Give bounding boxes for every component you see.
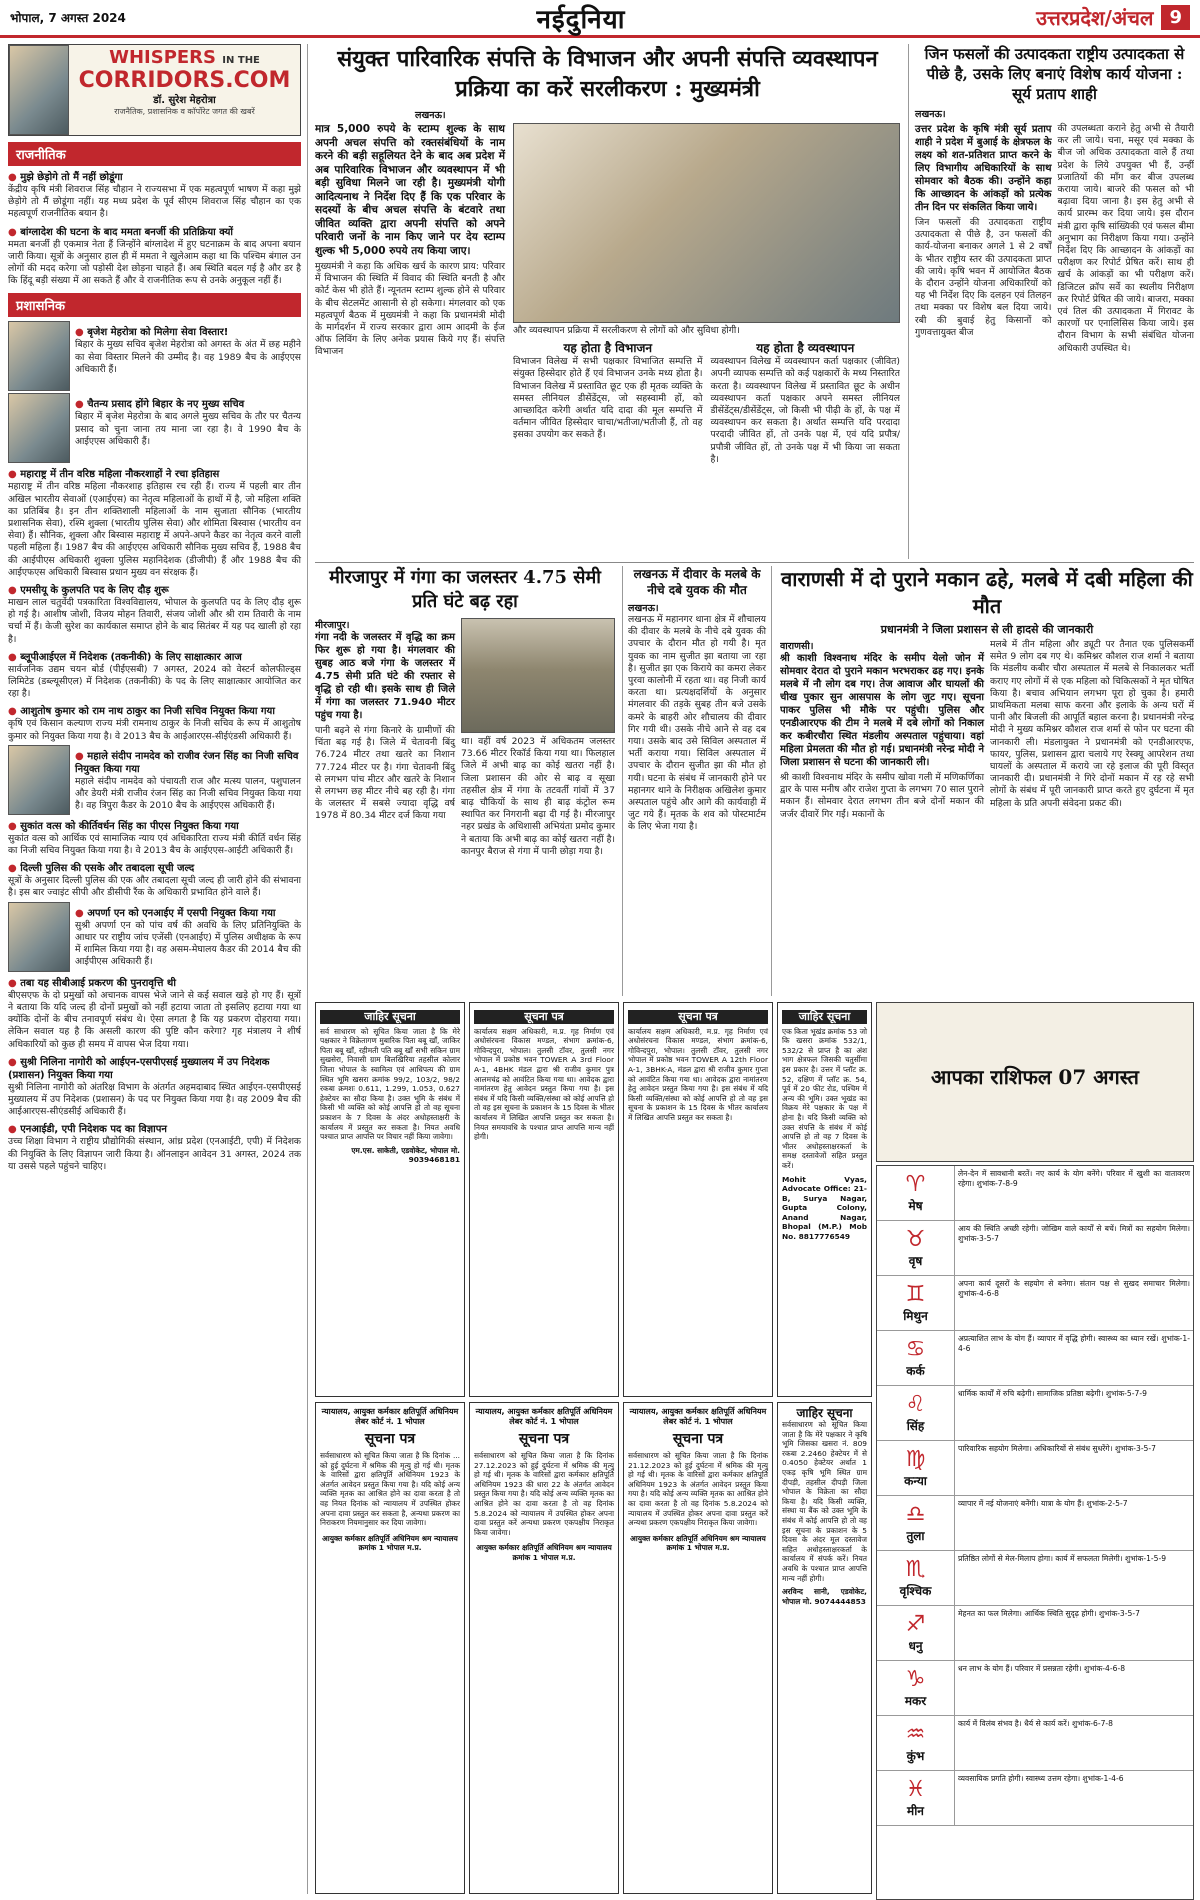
notice-body: सर्वसाधारण को सूचित किया जाता है कि दिनांक 27.12.2023 को हुई दुर्घटना में श्रमिक की मृत्यु हो गई थी। मृतक के वारिसों द्वारा कर्मकार क्षतिपूर्ति अधिनियम 1923 की धारा 22 के अंतर्गत आवेदन प्रस्तुत किया गया है। यदि कोई अन्य व्यक्ति मृतक का आश्रित होने का दावा करता है तो वह दिनांक 5.8.2024 को न्यायालय में उपस्थित होकर अपना दावा प्रस्तुत करें अन्यथा प्रकरण एकपक्षीय निराकृत किया जावेगा। (474, 1451, 614, 1537)
rashi-row (877, 1716, 1193, 1771)
rashi-row (877, 1221, 1193, 1276)
agri-body: जिन फसलों की उत्पादकता राष्ट्रीय उत्पादकता से पीछे है, उन फसलों की कार्य-योजना बनाकर अगले 1 से 2 वर्षों के भीतर राष्ट्रीय स्तर की उत्पादकता प्राप्त की जाये। कृषि भवन में आयोजित बैठक के दौरान उन्होंने योजना अधिकारियों को यह भी निर्देश दिए कि दलहन एवं तिलहन तथा मक्का पर विशेष बल दिया जाये। रबी की बुवाई हेतु किसानों को गुणवत्तायुक्त बीज (915, 217, 1052, 338)
public-notice (469, 1002, 619, 1397)
zodiac-icon: ♊ (905, 1282, 926, 1307)
zodiac-icon: ♏ (905, 1557, 926, 1582)
item-text: बीएसएफ के दो प्रमुखों को अचानक वापस भेजे जाने से कई सवाल खड़े हो गए हैं। सूत्रों ने बताया कि यदि जल्द ही दोनों प्रमुखों को नहीं हटाया जाता तो इसलिए हटाया गया था क्योंकि दोनों के बीच तनावपूर्ण संबंध थे। ऐसा लगता है कि यह प्रकरण दोहराया गया। लेकिन सवाल यह है कि असली कारण की पुष्टि कौन करेगा? गृह मंत्रालय ने शीर्ष अधिकारियों को कुछ ही समय में वापस भेज दिया गया। (8, 989, 301, 1050)
sub-text: व्यवस्थापन विलेख में व्यवस्थापन कर्ता पक्षकार (जीवित) अपनी व्यापक सम्पत्ति को कई पक्षकारों के मध्य निस्तारित करता है। व्यवस्थापन विलेख में प्रस्तावित छूट के अधीन व्यवस्थापन कर्ता पक्षकार अपने समस्त लीनियल डीसेंडेंट्स/डीसेंडेंट्स, जो किसी भी पीढ़ी के हों, के पक्ष में व्यवस्थापन कर सकता है। अर्थात सम्पत्ति यदि परदादा परदादी जीवित हों, तो उनके पक्ष में, एवं यदि प्रपौत्र/प्रपौत्री जीवित हों, तो उनके पक्ष में भी किया जा सकता है। (710, 356, 900, 465)
lucknow-story (622, 566, 772, 996)
item-text: बिहार के मुख्य सचिव बृजेश मेहरोत्रा को अगस्त के अंत में छह महीने का सेवा विस्तार मिलने की उम्मीद है। वह 1989 बैच के आईएएस अधिकारी हैं। (75, 339, 301, 375)
agri-headline: जिन फसलों की उत्पादकता राष्ट्रीय उत्पादकता से पीछे है, उसके लिए बनाएं विशेष कार्य योजना : सूर्य प्रताप शाही (924, 45, 1185, 103)
public-notice (777, 1402, 872, 1894)
zodiac-icon: ♌ (905, 1392, 926, 1417)
meeting-photo (513, 123, 900, 323)
item-text: सुश्री अपर्णा एन को पांच वर्ष की अवधि के लिए प्रतिनियुक्ति के आधार पर राष्ट्रीय जांच एजेंसी (एनआईए) में पुलिस अधीक्षक के रूप में शामिल किया गया है। वह असम-मेघालय कैडर की 2014 बैच की आईपीएस अधिकारी हैं। (75, 919, 301, 968)
dateline: वाराणसी। (780, 641, 814, 652)
item-heading: ● आशुतोष कुमार को राम नाथ ठाकुर का निजी सचिव नियुक्त किया गया (8, 705, 301, 718)
person-photo (8, 902, 70, 972)
whispers-title-b: IN THE (222, 55, 260, 66)
item-heading: ● तबा यह सीबीआई प्रकरण की पुनरावृत्ति थी (8, 977, 301, 990)
notice-footer: आयुक्त कर्मकार क्षतिपूर्ति अधिनियम श्रम न्यायालय क्रमांक 1 भोपाल म.प्र. (630, 1533, 766, 1553)
ganga-story (315, 566, 615, 996)
zodiac-icon: ♎ (905, 1502, 926, 1527)
agri-intro: उत्तर प्रदेश के कृषि मंत्री सूर्य प्रताप शाही ने प्रदेश में बुआई के क्षेत्रफल के लक्ष्य को शत-प्रतिशत प्राप्त करने के लिए विभागीय अधिकारियों के साथ सोमवार को बैठक की। उन्होंने कहा कि आच्छादन के आंकड़ों को प्रत्येक तीन दिन पर संकलित किया जाये। (915, 124, 1052, 213)
notice-title: सूचना पत्र (628, 1010, 768, 1024)
rashi-name: कुंभ (906, 1749, 925, 1763)
notice-signature: Mohit Vyas, Advocate Office: 21-B, Surya Nagar, Gupta Colony, Anand Nagar, Bhopal (M.P.) Mob No. 8817776549 (782, 1174, 867, 1242)
zodiac-icon: ♒ (905, 1722, 926, 1747)
notice-body: कार्यालय सक्षम अधिकारी, म.प्र. गृह निर्माण एवं अधोसंरचना विकास मण्डल, संभाग क्रमांक-6, गोविन्दपुरा, भोपाल। तुलसी टॉवर, तुलसी नगर भोपाल में प्रकोष्ठ भवन TOWER A 3rd Floor A-1, 4BHK मंडल द्वारा श्री राजीव कुमार पुत्र आलमचंद्र को आवंटित किया गया था। आवेदक द्वारा नामांतरण हेतु आवेदन प्रस्तुत किया गया है। इस संबंध में यदि किसी व्यक्ति/संस्था को कोई आपत्ति हो तो वह इस सूचना के प्रकाशन के 15 दिवस के भीतर कार्यालय में लिखित आपत्ति प्रस्तुत कर सकता है। नियत समयावधि के पश्चात प्राप्त आपत्ति मान्य नहीं होगी। (474, 1026, 614, 1142)
varanasi-subhead: प्रधानमंत्री ने जिला प्रशासन से ली हादसे की जानकारी (880, 623, 1094, 636)
varanasi-headline: वाराणसी में दो पुराने मकान ढहे, मलबे में दबी महिला की मौत (781, 567, 1193, 618)
rashi-text: अपना कार्य दूसरों के सहयोग से बनेगा। संतान पक्ष से सुखद समाचार मिलेगा। शुभांक-4-6-8 (958, 1279, 1190, 1298)
item-text: कृषि एवं किसान कल्याण राज्य मंत्री रामनाथ ठाकुर के निजी सचिव के रूप में आशुतोष कुमार को नियुक्त किया गया है। वे 2013 बैच के आईआरएस-सीईएंडसी अधिकारी हैं। (8, 718, 301, 742)
lead-intro: मात्र 5,000 रुपये के स्टाम्प शुल्क के साथ अपनी अचल संपत्ति को रक्तसंबंधियों के नाम करने की बड़ी सहूलियत देने के बाद अब प्रदेश में अब पारिवारिक विभाजन और व्यवस्थापन में भी बड़ी सुविधा मिलने जा रही है। मुख्यमंत्री योगी आदित्यनाथ ने निर्देश दिए हैं कि एक परिवार के सदस्यों के बीच अचल संपत्ति के बंटवारे तथा जीवित व्यक्ति द्वारा अपनी संपत्ति को अपने परिवारी जनों के नाम किए जाने पर देय स्टाम्प शुल्क भी 5,000 रुपये तय किया जाए। (315, 123, 505, 257)
rashi-sign (877, 1716, 955, 1770)
rashi-name: सिंह (906, 1419, 925, 1433)
whispers-title-a: WHISPERS (109, 47, 217, 68)
rashi-row (877, 1771, 1193, 1826)
notice-title: सूचना पत्र (364, 1431, 416, 1447)
rashi-text: व्यवसायिक प्रगति होगी। स्वास्थ्य उत्तम रहेगा। शुभांक-1-4-6 (958, 1774, 1124, 1783)
rashi-name: वृष (908, 1254, 923, 1268)
ganga-intro: गंगा नदी के जलस्तर में वृद्धि का क्रम फिर शुरू हो गया है। मंगलवार की सुबह आठ बजे गंगा के जलस्तर में 4.75 सेमी प्रति घंटे की रफ्तार से वृद्धि हो रही थी। इसके साथ ही जिले में गंगा का जलस्तर 71.940 मीटर पहुंच गया है। (315, 632, 455, 721)
whispers-banner (8, 44, 301, 136)
dateline: लखनऊ। (415, 110, 446, 121)
item-heading: ● सुश्री निलिना नागोरी को आईएन-एसपीएसई मुख्यालय में उप निदेशक (प्रशासन) नियुक्त किया गया (8, 1056, 301, 1082)
rashi-name: तुला (906, 1529, 925, 1543)
notice-title: जाहिर सूचना (320, 1010, 460, 1024)
section-name: उत्तरप्रदेश/अंचल (1036, 6, 1154, 30)
rashi-name: मिथुन (903, 1309, 928, 1323)
notice-body: सर्वसाधारण को सूचित किया जाता है कि दिनांक ... को हुई दुर्घटना में श्रमिक की मृत्यु हो गई थी। मृतक के वारिसों द्वारा क्षतिपूर्ति अधिनियम 1923 के अंतर्गत आवेदन प्रस्तुत किया गया है। यदि कोई अन्य व्यक्ति मृतक का आश्रित होने का दावा करता है तो वह नियत दिनांक को न्यायालय में उपस्थित होकर अपना दावा प्रस्तुत कर सकता है, अन्यथा प्रकरण का निराकरण नियमानुसार कर दिया जावेगा। (320, 1451, 460, 1528)
rashi-row (877, 1276, 1193, 1331)
subheading: यह होता है विभाजन (563, 341, 653, 356)
court-notice (623, 1402, 773, 1894)
public-notice (777, 1002, 872, 1397)
rashi-row (877, 1331, 1193, 1386)
rashi-text: आय की स्थिति अच्छी रहेगी। जोखिम वाले कार्यों से बचें। मित्रों का सहयोग मिलेगा। शुभांक-3-5-7 (958, 1224, 1190, 1243)
rashifal-list (876, 1165, 1194, 1900)
zodiac-icon: ♉ (905, 1227, 926, 1252)
rashi-name: मकर (904, 1694, 927, 1708)
item-heading: ● एनआईडी, एपी निदेशक पद का विज्ञापन (8, 1123, 301, 1136)
lead-headline: संयुक्त पारिवारिक संपत्ति के विभाजन और अपनी संपत्ति व्यवस्थापन प्रक्रिया का करें सरलीकरण : मुख्यमंत्री (337, 46, 878, 102)
item-text: उच्च शिक्षा विभाग ने राष्ट्रीय प्रौद्योगिकी संस्थान, आंध्र प्रदेश (एनआईटी, एपी) में निदेशक की नियुक्ति के लिए विज्ञापन जारी किया है। ऑनलाइन आवेदन 31 अगस्त, 2024 तक या उससे पहले पहुंचने चाहिए। (8, 1136, 301, 1172)
varanasi-intro: श्री काशी विश्वनाथ मंदिर के समीप येलो जोन में सोमवार देरात दो पुराने मकान भरभराकर ढह गए। इनके मलबे में नौ लोग दब गए। तेज आवाज और घायलों की चीख पुकार सुन आसपास के लोग जुट गए। सूचना पाकर पुलिस भी मौके पर पहुंची। पुलिस और एनडीआरएफ की टीम ने मलबे में दबे लोगों को निकाल कर कबीरचौरा स्थित मंडलीय अस्पताल पहुंचाया। वहां महिला प्रेमलता की मौत हो गई। प्रधानमंत्री नरेन्द्र मोदी ने जिला प्रशासन से घटना की जानकारी ली। (780, 653, 984, 768)
item-heading: ● बांग्लादेश की घटना के बाद ममता बनर्जी की प्रतिक्रिया क्यों (8, 226, 301, 239)
item-text: सुकांत वत्स को आर्थिक एवं सामाजिक न्याय एवं अधिकारिता राज्य मंत्री कीर्ति वर्धन सिंह का निजी सचिव नियुक्त किया गया है। वे 2013 बैच के आईएएस-आईटी अधिकारी हैं। (8, 832, 301, 857)
varanasi-body-2: मलबे में तीन महिला और ड्यूटी पर तैनात एक पुलिसकर्मी समेत 9 लोग दब गए थे। कमिश्नर कौशल राज शर्मा ने बताया कि मंडलीय कबीर चौरा अस्पताल में मलबे से निकालकर भर्ती कराए गए लोगों में से एक महिला को चिकित्सकों ने मृत घोषित किया है। बचाव अभियान लगभग पूरा हो चुका है। हमारी प्राथमिकता मलबा साफ करना और इलाके के अन्य घरों में पानी और बिजली की आपूर्ति बहाल करना है। प्रधानमंत्री नरेन्द्र मोदी ने मुख्य कमिश्नर कौशल राज शर्मा से फोन पर घटना की जानकारी ली। मंडलायुक्त ने प्रधानमंत्री को एनडीआरएफ, फायर, पुलिस, प्रशासन द्वारा चलाये गए रेस्क्यू आपरेशन तथा घायलों के अस्पताल में कराये जा रहे इलाज की पूरी विस्तृत जानकारी दी। प्रधानमंत्री ने गिरे दोनों मकान में रह रहे सभी लोगों के संबंध में पूरी जानकारी प्राप्त करते हुए दुर्घटना में मृत महिला के प्रति अपनी संवेदना प्रकट की। (990, 639, 1194, 809)
rashi-text: मेहनत का फल मिलेगा। आर्थिक स्थिति सुदृढ़ होगी। शुभांक-3-5-7 (958, 1609, 1140, 1618)
rashi-row (877, 1661, 1193, 1716)
public-notice (623, 1002, 773, 1397)
rashi-name: धनु (908, 1639, 923, 1653)
item-text: सार्वजनिक उद्यम चयन बोर्ड (पीईएसबी) 7 अगस्त, 2024 को वेस्टर्न कोलफील्ड्स लिमिटेड (डब्ल्यूसीएल) में निदेशक (तकनीकी) के पद के लिए साक्षात्कार आयोजित कर रहा है। (8, 663, 301, 700)
category-political: राजनीतिक (8, 142, 301, 166)
whispers-title-c: CORRIDORS (78, 68, 226, 93)
item-heading: ● मुझे छेड़ोगे तो मैं नहीं छोडूंगा (8, 171, 301, 184)
item-text: केंद्रीय कृषि मंत्री शिवराज सिंह चौहान ने राज्यसभा में एक महत्वपूर्ण भाषण में कहा मुझे छेड़ोगे तो मैं छोडूंगा नहीं। यह मध्य प्रदेश के पूर्व सीएम शिवराज सिंह चौहान का एक महत्वपूर्ण राजनीतिक बयान है। (8, 184, 301, 220)
court-notice (315, 1402, 465, 1894)
notice-signature: अरविन्द सानी, एडवोकेट, भोपाल मो. 9074444853 (782, 1587, 867, 1606)
agri-body-2: की उपलब्धता कराने हेतु अभी से तैयारी कर ली जाये। चना, मसूर एवं मक्का के बीज जो अधिक उत्पादकता वाले हैं तथा प्रदेश के लिये उपयुक्त भी हैं, उन्हीं प्रजातियों की माँग कर बीज उपलब्ध कराया जाये। बाजरे की फसल को भी बढ़ावा दिया जाना है। इस हेतु अभी से कार्य प्रारम्भ कर दिया जाये। इस दौरान मंत्री द्वारा कृषि सांख्यिकी एवं फसल बीमा अनुभाग का निरीक्षण किया गया। उन्होंने निर्देश दिए कि आच्छादन के आंकड़ों का परीक्षण कर रिपोर्ट प्रेषित करें। साथ ही खर्च के आंकड़ों का भी परीक्षण करें। डिजिटल क्रॉप सर्वे का स्थलीय निरीक्षण कर रिपोर्ट प्रेषित की जाये। बाजरा, मक्का एवं तिल की उत्पादकता में गिरावट के कारणों पर एनालिसिस किया जाये। इस दौरान विभाग के सभी संबंधित योजना अधिकारी उपस्थित थे। (1057, 123, 1194, 354)
rashifal-header (876, 1002, 1194, 1162)
rashi-name: कर्क (906, 1364, 925, 1378)
rashi-row (877, 1551, 1193, 1606)
item-text: ममता बनर्जी ही एकमात्र नेता हैं जिन्होंने बांग्लादेश में हुए घटनाक्रम के बाद अपना बयान जारी किया। सूत्रों के अनुसार हाल ही में ममता ने खुलेआम कहा था कि पश्चिम बंगाल उन लोगों की मदद करेगा जो पड़ोसी देश छोड़ना चाहते हैं। अब स्थिति बदल गई है और डर है कि हिंदू बड़ी संख्या में आ सकते हैं और वे राजनीतिक रूप से उनके अनुकूल नहीं हैं। (8, 238, 301, 287)
rashi-row (877, 1606, 1193, 1661)
rashi-text: अप्रत्याशित लाभ के योग हैं। व्यापार में वृद्धि होगी। स्वास्थ्य का ध्यान रखें। शुभांक-1-4-6 (958, 1334, 1190, 1353)
rashi-text: धार्मिक कार्यों में रुचि बढ़ेगी। सामाजिक प्रतिष्ठा बढ़ेगी। शुभांक-5-7-9 (958, 1389, 1147, 1398)
item-heading: ● सुकांत वत्स को कीर्तिवर्धन सिंह का पीएस नियुक्त किया गया (8, 820, 301, 833)
item-text: माखन लाल चतुर्वेदी पत्रकारिता विश्वविद्यालय, भोपाल के कुलपति पद के लिए दौड़ शुरू हो गई है। आशीष जोशी, विजय मोहन तिवारी, संजय जोशी और श्री राम तिवारी के नाम चर्चा में हैं। केजी सुरेश का कार्यकाल समाप्त होने के बाद सितंबर में यह पद खाली हो रहा है। (8, 597, 301, 645)
rashi-text: प्रतिष्ठित लोगों से मेल-मिलाप होगा। कार्य में सफलता मिलेगी। शुभांक-1-5-9 (958, 1554, 1167, 1563)
dateline: लखनऊ। (915, 109, 946, 120)
rashi-text: पारिवारिक सहयोग मिलेगा। अधिकारियों से संबंध सुधरेंगे। शुभांक-3-5-7 (958, 1444, 1156, 1453)
rashi-text: धन लाभ के योग हैं। परिवार में प्रसन्नता रहेगी। शुभांक-4-6-8 (958, 1664, 1126, 1673)
item-text: बिहार में बृजेश मेहरोत्रा के बाद अगले मुख्य सचिव के तौर पर चैतन्य प्रसाद को चुना जाना तय माना जा रहा है। वे 1990 बैच के आईएएस अधिकारी हैं। (75, 411, 301, 447)
ganga-body: पानी बढ़ने से गंगा किनारे के ग्रामीणों की चिंता बढ़ गई है। जिले में चेतावनी बिंदु 76.724 मीटर तथा खतरे का निशान 77.724 मीटर पर है। गंगा चेतावनी बिंदु से लगभग पांच मीटर और खतरे के निशान से लगभग छह मीटर नीचे बह रही है। गंगा के जलस्तर में सबसे ज्यादा वृद्धि वर्ष 1978 में 80.34 मीटर दर्ज किया गया (315, 725, 455, 822)
rashi-text: व्यापार में नई योजनाएं बनेंगी। यात्रा के योग हैं। शुभांक-2-5-7 (958, 1499, 1128, 1508)
river-photo (461, 618, 615, 733)
notice-body: एक किता भूखंड क्रमांक 53 जो कि खसरा क्रमांक 532/1, 532/2 से प्राप्त है का अंश भाग क्षेत्रफल जिसकी चतुर्सीमा इस प्रकार है। उत्तर में प्लॉट क्र. 52, दक्षिण में प्लॉट क्र. 54, पूर्व में 20 फीट रोड, पश्चिम में अन्य की भूमि। उक्त भूखंड का विक्रय मेरे पक्षकार के पक्ष में होना है। यदि किसी व्यक्ति को उक्त संपत्ति के संबंध में कोई आपत्ति हो तो वह 7 दिवस के भीतर अधोहस्ताक्षरकर्ता के समक्ष दस्तावेजों सहित प्रस्तुत करें। (782, 1026, 867, 1170)
court-notice (469, 1402, 619, 1894)
zodiac-icon: ♍ (905, 1447, 926, 1472)
item-heading: ● दिल्ली पुलिस की एसके और तबादला सूची जल्द (8, 862, 301, 875)
item-heading: ● ब्लू्पीआईएल में निदेशक (तकनीकी) के लिए साक्षात्कार आज (8, 651, 301, 664)
page-number: 9 (1161, 5, 1190, 30)
notice-title: सूचना पत्र (672, 1431, 724, 1447)
rashi-text: कार्य में विलंब संभव है। धैर्य से कार्य करें। शुभांक-6-7-8 (958, 1719, 1113, 1728)
rashi-sign (877, 1386, 955, 1440)
varanasi-body: श्री काशी विश्वनाथ मंदिर के समीप खोवा गली में मणिकर्णिका द्वार के पास मनीष और राजेश गुप्ता के लगभग 70 साल पुराने मकान हैं। सोमवार देरात लगभग तीन बजे दोनों मकान की जर्जर दीवारें गिर गईं। मकानों के (780, 772, 984, 820)
rashi-name: वृश्चिक (899, 1584, 932, 1598)
photo-caption: और व्यवस्थापन प्रक्रिया में सरलीकरण से लोगों को और सुविधा होगी। (513, 325, 740, 336)
rashi-sign (877, 1166, 955, 1220)
notice-body: सर्वसाधारण को सूचित किया जाता है कि मेरे पक्षकार ने कृषि भूमि जिसका खसरा नं. 809 रकबा 2.2460 हेक्टेयर में से 0.4050 हेक्टेयर अर्थात 1 एकड़ कृषि भूमि स्थित ग्राम दीपड़ी, तहसील दीपड़ी जिला भोपाल के विक्रेता का सौदा किया है। यदि किसी व्यक्ति, संस्था या बैंक को उक्त भूमि के संबंध में कोई आपत्ति हो तो वह इस सूचना के प्रकाशन के 5 दिवस के अंदर मूल दस्तावेज सहित अधोहस्ताक्षरकर्ता के कार्यालय में संपर्क करें। नियत अवधि के पश्चात प्राप्त आपत्ति मान्य नहीं होगी। (782, 1420, 867, 1583)
rashi-row (877, 1496, 1193, 1551)
rashi-sign (877, 1496, 955, 1550)
notice-body: सर्वसाधारण को सूचित किया जाता है कि दिनांक 21.12.2023 को हुई दुर्घटना में श्रमिक की मृत्यु हो गई थी। मृतक के वारिसों द्वारा कर्मकार क्षतिपूर्ति अधिनियम 1923 के अंतर्गत आवेदन प्रस्तुत किया गया है। यदि कोई अन्य व्यक्ति मृतक का आश्रित होने का दावा करता है तो वह दिनांक 5.8.2024 को न्यायालय में उपस्थित होकर अपना दावा प्रस्तुत करें अन्यथा प्रकरण एकपक्षीय निराकृत किया जावेगा। (628, 1451, 768, 1528)
court-name: न्यायालय, आयुक्त कर्मकार क्षतिपूर्ति अधिनियम लेबर कोर्ट नं. 1 भोपाल (629, 1407, 767, 1426)
rashi-row (877, 1166, 1193, 1221)
dateline: लखनऊ। (628, 603, 659, 614)
rashi-sign (877, 1276, 955, 1330)
rashi-sign (877, 1661, 955, 1715)
rashifal-title: आपका राशिफल 07 अगस्त (931, 1065, 1139, 1089)
rashi-text: लेन-देन में सावधानी बरतें। नए कार्य के योग बनेंगे। परिवार में खुशी का वातावरण रहेगा। शुभांक-7-8-9 (958, 1169, 1190, 1188)
section-header (1036, 4, 1190, 31)
notice-footer: आयुक्त कर्मकार क्षतिपूर्ति अधिनियम श्रम न्यायालय क्रमांक 1 भोपाल म.प्र. (322, 1533, 458, 1553)
whispers-column (8, 44, 308, 1894)
lead-story (315, 44, 900, 559)
item-text: सुश्री निलिना नागोरी को अंतरिक्ष विभाग के अंतर्गत अहमदाबाद स्थित आईएन-एसपीएसई मुख्यालय में उप निदेशक (प्रशासन) के पद पर नियुक्त किया गया है। वह 2009 बैच की आईआरएस-सीएंडसीई अधिकारी हैं। (8, 1081, 301, 1118)
lucknow-body: लखनऊ में महानगर थाना क्षेत्र में शौचालय की दीवार के मलबे के नीचे दबे युवक की उपचार के दौरान मौत हो गयी है। मृत युवक का नाम सुजीत झा बताया जा रहा है। सुजीत झा एक किराये का कमरा लेकर पुरवा कालोनी में रहता था। वह निजी कार्य करता था। प्रत्यक्षदर्शियों के अनुसार मंगलवार की तड़के सुबह तीन बजे उसके कमरे के बाहरी ओर शौचालय की दीवार गिर गयी थी। उसके नीचे आने से वह दब गया। उसके बाद उसे सिविल अस्पताल में भर्ती कराया गया। सिविल अस्पताल में उपचार के दौरान सुजीत झा की मौत हो गयी। घटना के संबंध में जानकारी होने पर महानगर थाने के निरीक्षक अखिलेश कुमार अस्पताल पहुंचे और आगे की कार्यवाही में जुट गये हैं। मृतक के शव को पोस्टमार्टम के लिए भेजा गया है। (628, 614, 766, 833)
item-text: महाराष्ट्र में तीन वरिष्ठ महिला नौकरशाह इतिहास रच रही हैं। राज्य में पहली बार तीन अखिल भारतीय सेवाओं (एआईएस) का नेतृत्व महिलाओं के हाथों में है, जो महिला शक्ति का प्रतिबिंब है। इन तीन शक्तिशाली महिलाओं के नाम सुजाता सौनिक (भारतीय प्रशासनिक सेवा), रश्मि शुक्ला (भारतीय पुलिस सेवा) और शोमिता बिस्वास (भारतीय वन सेवा) हैं। सौनिक, शुक्ला और बिस्वास महाराष्ट्र में अपने-अपने कैडर का नेतृत्व करने वाली पहली महिला हैं। 1987 बैच की आईएएस अधिकारी सौनिक मुख्य सचिव हैं, 1988 बैच की आईपीएस अधिकारी शुक्ला पुलिस महानिदेशक (डीजीपी) हैं और 1988 बैच की आईएफएस अधिकारी बिस्वास प्रधान मुख्य वन संरक्षक हैं। (8, 481, 301, 578)
masthead (0, 0, 1200, 38)
columnist-photo (9, 45, 69, 135)
zodiac-icon: ♐ (905, 1612, 926, 1637)
agriculture-story (908, 44, 1194, 559)
person-photo (8, 321, 70, 391)
whispers-tagline: राजनैतिक, प्रशासनिक व कॉर्पोरेट जगत की खबरें (114, 107, 255, 116)
newspaper-logo: नईदुनिया (536, 4, 626, 35)
notice-title: जाहिर सूचना (796, 1406, 853, 1420)
sub-text: विभाजन विलेख में सभी पक्षकार विभाजित सम्पत्ति में संयुक्त हिस्सेदार होते हैं एवं विभाजन उनके मध्य होता है। विभाजन विलेख में प्रस्तावित छूट एक ही मृतक व्यक्ति के समस्त लीनियल डीसेंडेंट्स, जो सहस्वामी हों, को आच्छादित करेगी अर्थात यदि दादा की मूल सम्पत्ति में वर्तमान जीवित हिस्सेदार चाचा/भतीजा/भतीजी हैं, तो वह इसका उपयोग कर सकते हैं। (513, 356, 703, 441)
notice-signature: एम.एस. साकेती, एडवोकेट, भोपाल मो. 9039468181 (351, 1145, 460, 1165)
notice-body: कार्यालय सक्षम अधिकारी, म.प्र. गृह निर्माण एवं अधोसंरचना विकास मण्डल, संभाग क्रमांक-6, गोविन्दपुरा, भोपाल। तुलसी टॉवर, तुलसी नगर भोपाल में प्रकोष्ठ भवन TOWER A 12th Floor A-1, 3BHK-A, मंडल द्वारा श्री राजीव कुमार गुप्ता को आवंटित किया गया था। आवेदक द्वारा नामांतरण हेतु आवेदन प्रस्तुत किया गया है। इस संबंध में यदि किसी व्यक्ति/संस्था को कोई आपत्ति हो तो वह इस सूचना के प्रकाशन के 15 दिवस के भीतर कार्यालय में लिखित आपत्ति प्रस्तुत कर सकता है। (628, 1026, 768, 1122)
public-notice (315, 1002, 465, 1397)
rashi-row (877, 1441, 1193, 1496)
rashi-row (877, 1386, 1193, 1441)
zodiac-icon: ♑ (905, 1667, 926, 1692)
notice-title: सूचना पत्र (518, 1431, 570, 1447)
subheading: यह होता है व्यवस्थापन (756, 341, 855, 356)
rashi-sign (877, 1606, 955, 1660)
item-heading: ● चैतन्य प्रसाद होंगे बिहार के नए मुख्य सचिव (75, 398, 301, 411)
item-heading: ● एमसीयू के कुलपति पद के लिए दौड़ शुरू (8, 584, 301, 597)
ganga-headline: मीरजापुर में गंगा का जलस्तर 4.75 सेमी प्रति घंटे बढ़ रहा (329, 567, 601, 612)
zodiac-icon: ♈ (905, 1172, 926, 1197)
ganga-body-2: था। वहीं वर्ष 2023 में अधिकतम जलस्तर 73.66 मीटर रिकॉर्ड किया गया था। फिलहाल जिले में अभी बाढ़ का कोई खतरा नहीं है। जिला प्रशासन की ओर से बाढ़ व सूखा तहसील क्षेत्र में गंगा के तटवर्ती गांवों में 37 बाढ़ चौकियों के साथ ही बाढ़ कंट्रोल रूम स्थापित कर निगरानी बढ़ा दी गई है। मीरजापुर नहर प्रखंड के अधिशासी अभियंता प्रमोद कुमार ने बताया कि अभी बाढ़ का कोई खतरा नहीं है। कानपुर बैराज से गंगा में पानी छोड़ा गया है। (461, 736, 615, 857)
category-administrative: प्रशासनिक (8, 293, 301, 317)
edition-date: भोपाल, 7 अगस्त 2024 (10, 11, 126, 25)
rashi-sign (877, 1551, 955, 1605)
lead-body: मुख्यमंत्री ने कहा कि अधिक खर्च के कारण प्राय: परिवार में विभाजन की स्थिति में विवाद की स्थिति बनती है और कोर्ट केस भी होते हैं। न्यूनतम स्टाम्प शुल्क होने से परिवार के बीच सेटलमेंट आसानी से हो सकेगा। मंगलवार को एक महत्वपूर्ण बैठक में मुख्यमंत्री ने कहा कि प्रधानमंत्री मोदी के मार्गदर्शन में राज्य सरकार द्वारा आम आदमी के ईज ऑफ लिविंग के लिए अनेक प्रयास किये गए हैं। संपत्ति विभाजन (315, 261, 505, 358)
notice-title: सूचना पत्र (474, 1010, 614, 1024)
item-heading: ● अपर्णा एन को एनआईए में एसपी नियुक्त किया गया (75, 907, 301, 920)
rashi-sign (877, 1331, 955, 1385)
whispers-title-d: .COM (225, 68, 291, 93)
notice-body: सर्व साधारण को सूचित किया जाता है कि मेरे पक्षकार ने विक्रेतागण मुबारिक पिता बबू खाँ, जाकिर पिता बबू खाँ, रहीमती पति बबू खाँ सभी सकिन ग्राम सुखसेरा, निवासी ग्राम बिलखिरिया तहसील कोलार जिला भोपाल के स्वामित्व एवं आधिपत्य की ग्राम स्थित भूमि खसरा क्रमांक 99/2, 103/2, 98/2 रकबा क्रमशः 0.611, 1.299, 1.053, 0.627 हेक्टेयर का सौदा किया है। उक्त भूमि के संबंध में किसी भी व्यक्ति को कोई आपत्ति हो तो वह सूचना प्रकाशन के 7 दिवस के अंदर अधोहस्ताक्षरी के कार्यालय में प्रस्तुत कर सकता है। नियत अवधि पश्चात प्राप्त आपत्ति पर विचार नहीं किया जावेगा। (320, 1026, 460, 1142)
person-photo (8, 745, 70, 815)
notice-title: जाहिर सूचना (782, 1010, 867, 1024)
item-heading: ● महाराष्ट्र में तीन वरिष्ठ महिला नौकरशाहों ने रचा इतिहास (8, 468, 301, 481)
rashi-name: मीन (907, 1804, 924, 1818)
rashi-sign (877, 1441, 955, 1495)
person-photo (8, 393, 70, 463)
item-heading: ● महाले संदीप नामदेव को राजीव रंजन सिंह का निजी सचिव नियुक्त किया गया (75, 750, 301, 776)
rashi-sign (877, 1771, 955, 1825)
notice-footer: आयुक्त कर्मकार क्षतिपूर्ति अधिनियम श्रम न्यायालय क्रमांक 1 भोपाल म.प्र. (476, 1543, 612, 1562)
court-name: न्यायालय, आयुक्त कर्मकार क्षतिपूर्ति अधिनियम लेबर कोर्ट नं. 1 भोपाल (321, 1407, 459, 1426)
columnist-name: डॉ. सुरेश मेहरोत्रा (153, 95, 216, 106)
lucknow-headline: लखनऊ में दीवार के मलबे के नीचे दबे युवक की मौत (633, 567, 761, 597)
rashi-sign (877, 1221, 955, 1275)
rashi-name: कन्या (904, 1474, 927, 1488)
zodiac-icon: ♓ (905, 1777, 926, 1802)
dateline: मीरजापुर। (315, 620, 350, 631)
rashi-name: मेष (908, 1199, 923, 1213)
divider (315, 562, 1194, 563)
zodiac-icon: ♋ (905, 1337, 926, 1362)
varanasi-story (780, 566, 1194, 996)
item-heading: ● बृजेश मेहरोत्रा को मिलेगा सेवा विस्तार! (75, 326, 301, 339)
item-text: महाले संदीप नामदेव को पंचायती राज और मत्स्य पालन, पशुपालन और डेयरी मंत्री राजीव रंजन सिंह का निजी सचिव नियुक्त किया गया है। वह त्रिपुरा कैडर के 2010 बैच के आईएएस अधिकारी हैं। (75, 775, 301, 812)
item-text: सूत्रों के अनुसार दिल्ली पुलिस की एक और तबादला सूची जल्द ही जारी होने की संभावना है। इस बार ज्वाइंट सीपी और डीसीपी रैंक के अधिकारी प्रभावित होने वाले हैं। (8, 875, 301, 899)
court-name: न्यायालय, आयुक्त कर्मकार क्षतिपूर्ति अधिनियम लेबर कोर्ट नं. 1 भोपाल (475, 1407, 613, 1426)
